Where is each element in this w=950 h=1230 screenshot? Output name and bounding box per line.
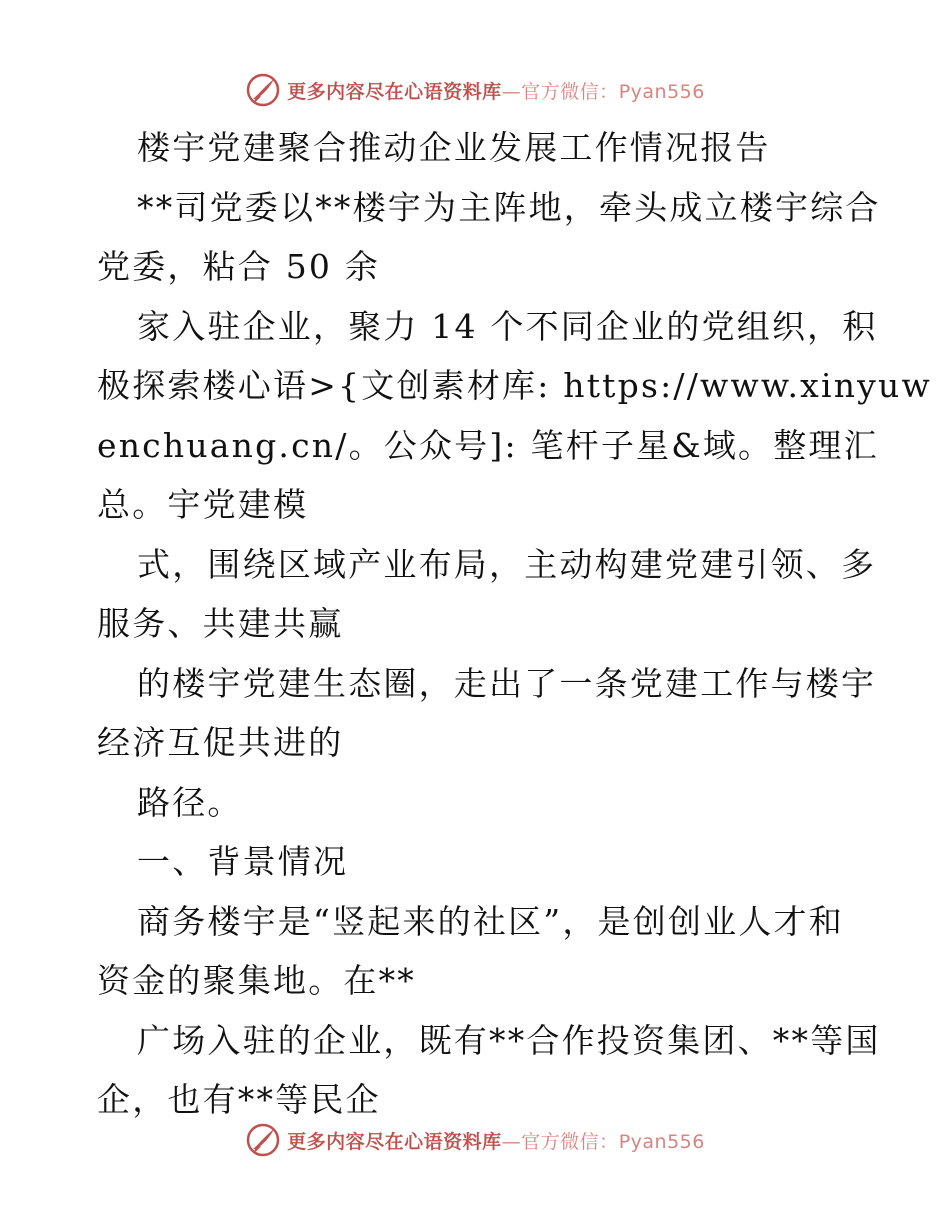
watermark-wechat-id: Pyan556 xyxy=(618,80,705,103)
text-line: 商务楼宇是“竖起来的社区”，是创创业人才和 xyxy=(137,901,844,941)
text-line: 服务、共建共赢 xyxy=(97,604,344,643)
text-line: 资金的聚集地。在** xyxy=(97,961,416,1000)
text-line: 一、背景情况 xyxy=(137,842,349,881)
text-line: 家入驻企业，聚力 14 个不同企业的党组织，积 xyxy=(137,306,878,346)
watermark-wechat-id: Pyan556 xyxy=(618,1130,705,1153)
footer-watermark xyxy=(0,1120,950,1160)
quill-pen-logo-icon xyxy=(245,72,281,108)
document-body xyxy=(97,118,932,1130)
text-line: 广场入驻的企业，既有**合作投资集团、**等国 xyxy=(137,1020,881,1060)
watermark-text xyxy=(287,1127,705,1154)
text-line: 企，也有**等民企 xyxy=(97,1080,381,1119)
watermark-wechat-label: —官方微信： xyxy=(501,1130,619,1153)
text-line: 的楼宇党建生态圈，走出了一条党建工作与楼宇 xyxy=(137,663,877,703)
watermark-text xyxy=(287,77,705,104)
text-line: 式，围绕区域产业布局，主动构建党建引领、多 xyxy=(137,544,877,584)
text-line: **司党委以**楼宇为主阵地，牵头成立楼宇综合 xyxy=(137,187,881,227)
text-line: 路径。 xyxy=(137,782,243,822)
text-line: 党委，粘合 50 余 xyxy=(97,247,380,286)
watermark-library-name: 更多内容尽在心语资料库 xyxy=(287,1130,502,1153)
watermark-library-name: 更多内容尽在心语资料库 xyxy=(287,80,502,103)
quill-pen-logo-icon xyxy=(245,1122,281,1158)
text-line: 总。宇党建模 xyxy=(97,485,309,524)
text-line: 经济互促共进的 xyxy=(97,723,344,762)
watermark-wechat-label: —官方微信： xyxy=(501,80,619,103)
document-title: 楼宇党建聚合推动企业发展工作情况报告 xyxy=(137,128,771,167)
text-line: 极探索楼心语>{文创素材库: https://www.xinyuw xyxy=(97,366,932,405)
header-watermark xyxy=(0,70,950,110)
text-line: enchuang.cn/。公众号]: 笔杆子星&域。整理汇 xyxy=(97,425,879,465)
